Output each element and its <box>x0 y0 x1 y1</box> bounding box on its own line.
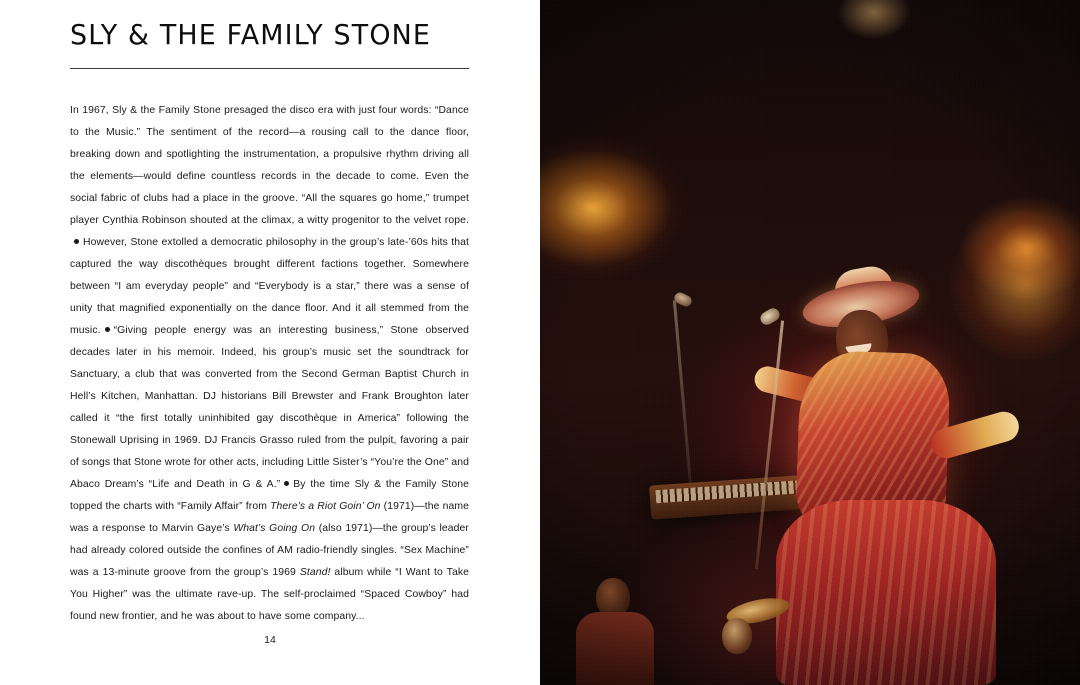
stage-light-glow <box>950 210 1080 360</box>
concert-photograph <box>540 0 1080 685</box>
performer-costume-lower <box>776 500 996 685</box>
album-title-stand: Stand! <box>299 567 331 578</box>
bullet-separator-icon <box>74 239 79 244</box>
microphone-icon-main <box>758 306 782 327</box>
microphone-stand-main <box>755 321 784 570</box>
album-title-riot: There’s a Riot Goin’ On <box>270 501 381 512</box>
body-paragraph-4b: (1971)—the name was a response to Marvin Gaye’s <box>70 501 469 534</box>
chapter-body <box>70 100 469 628</box>
body-paragraph-2: However, Stone extolled a democratic philosophy in the group’s late-’60s hits that captured the way discothèques brought different factions together. Somewhere between “I am everyday people” and “Everybody is a star,” there was a sense of unity that magnified exponentially on the dance floor. And it all stemmed from the music. <box>70 237 469 336</box>
bullet-separator-icon <box>105 327 110 332</box>
body-column <box>70 100 469 628</box>
page-number: 14 <box>264 634 276 646</box>
page-title: SLY & THE FAMILY STONE <box>70 18 432 51</box>
band-member-head-secondary <box>722 618 752 654</box>
body-paragraph-4a: By the time Sly & the Family Stone topped the charts with “Family Affair” from <box>70 479 469 512</box>
body-paragraph-3: “Giving people energy was an interesting business,” Stone observed decades later in his memoir. Indeed, his group’s music set the soundtrack for Sanctuary, a club that was converted from the Second German Baptist Church in Hell’s Kitchen, Manhattan. DJ historians Bill Brewster and Frank Broughton later called it “the first totally uninhibited gay discothèque in America” following the Stonewall Uprising in 1969. DJ Francis Grasso ruled from the pulpit, favoring a pair of songs that Stone wrote for other acts, including Little Sister’s “You’re the One” and Abaco Dream’s “Life and Death in G & A.” <box>70 325 469 490</box>
right-page-photo <box>540 0 1080 685</box>
band-member-body <box>576 612 654 685</box>
body-paragraph-4c: (also 1971)—the group’s leader had already colored outside the confines of AM radio-friendly singles. “Sex Machine” was a 13-minute groove from the group’s 1969 <box>70 523 469 578</box>
body-paragraph-4d: album while “I Want to Take You Higher” was the ultimate rave-up. The self-proclaimed “Spaced Cowboy” had found new frontier, and he was about to have some company... <box>70 567 469 622</box>
bullet-separator-icon <box>284 481 289 486</box>
title-divider <box>70 68 469 69</box>
chapter-title-block <box>70 20 470 51</box>
microphone-stand-secondary <box>673 300 694 509</box>
body-paragraph-1: In 1967, Sly & the Family Stone presaged the disco era with just four words: “Dance to the Music.” The sentiment of the record—a rousing call to the dance floor, breaking down and spotlighting the instrumentation, a propulsive rhythm driving all the elements—would define countless records in the decade to come. Even the social fabric of clubs had a place in the groove. “All the squares go home,” trumpet player Cynthia Robinson shouted at the climax, a witty progenitor to the velvet rope. <box>70 105 469 226</box>
album-title-whats-going-on: What’s Going On <box>233 523 316 534</box>
